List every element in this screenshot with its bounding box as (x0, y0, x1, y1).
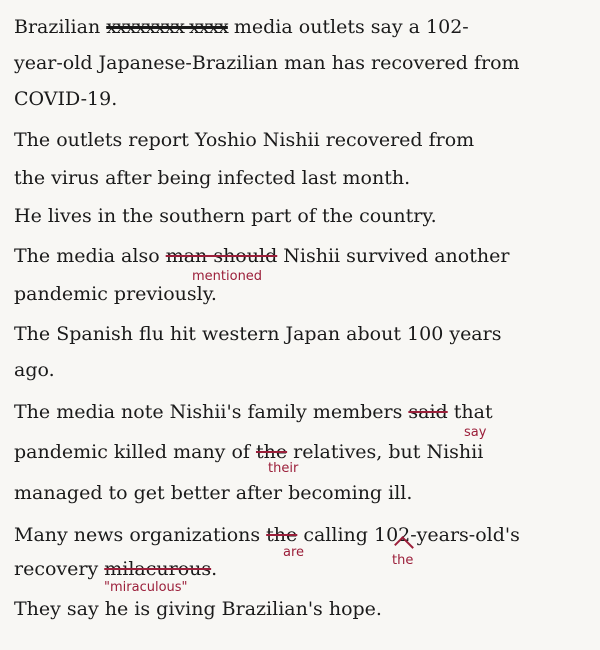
line-14-pre: Many news organizations (14, 524, 267, 546)
correction-the: the (392, 553, 414, 568)
text-line-10: ago. (14, 359, 55, 381)
correction-are: are (283, 545, 305, 560)
text-line-13: managed to get better after becoming ill. (14, 482, 413, 504)
text-line-15 (14, 560, 217, 579)
line-15-post: . (211, 558, 218, 580)
text-line-12 (14, 443, 483, 462)
text-line-8: pandemic previously. (14, 283, 217, 305)
text-line-4: The outlets report Yoshio Nishii recovered from (14, 129, 475, 151)
line-14-post: calling 102-years-old's (297, 524, 520, 546)
correction-say: say (464, 425, 487, 440)
text-line-3: COVID-19. (14, 88, 118, 110)
correction-their: their (268, 461, 299, 476)
line-12-post: relatives, but Nishii (287, 441, 484, 463)
line-1-pre: Brazilian (14, 16, 107, 38)
struck-text: milacurous (104, 558, 212, 580)
line-7-pre: The media also (14, 245, 166, 267)
struck-text: the (255, 441, 288, 463)
text-line-16: They say he is giving Brazilian's hope. (14, 598, 382, 620)
text-line-2: year-old Japanese-Brazilian man has recovered from (14, 52, 520, 74)
line-11-post: that (447, 401, 493, 423)
text-line-1 (14, 18, 469, 37)
text-line-7 (14, 247, 509, 266)
line-1-post: media outlets say a 102- (227, 16, 469, 38)
text-line-14 (14, 526, 520, 545)
struck-text: man should (165, 245, 278, 267)
text-line-11 (14, 403, 493, 422)
line-15-pre: recovery (14, 558, 105, 580)
struck-text: said (408, 401, 448, 423)
correction-miraculous: "miraculous" (104, 580, 188, 595)
correction-mentioned: mentioned (192, 269, 263, 284)
line-7-post: Nishii survived another (277, 245, 510, 267)
text-line-9: The Spanish flu hit western Japan about 100 years (14, 323, 502, 345)
line-12-pre: pandemic killed many of (14, 441, 256, 463)
scribbled-out-word: xxxxxxxx xxxx (106, 16, 228, 38)
line-11-pre: The media note Nishii's family members (14, 401, 409, 423)
struck-text: the (266, 524, 298, 546)
text-line-6: He lives in the southern part of the country. (14, 205, 437, 227)
text-line-5: the virus after being infected last month. (14, 167, 411, 189)
